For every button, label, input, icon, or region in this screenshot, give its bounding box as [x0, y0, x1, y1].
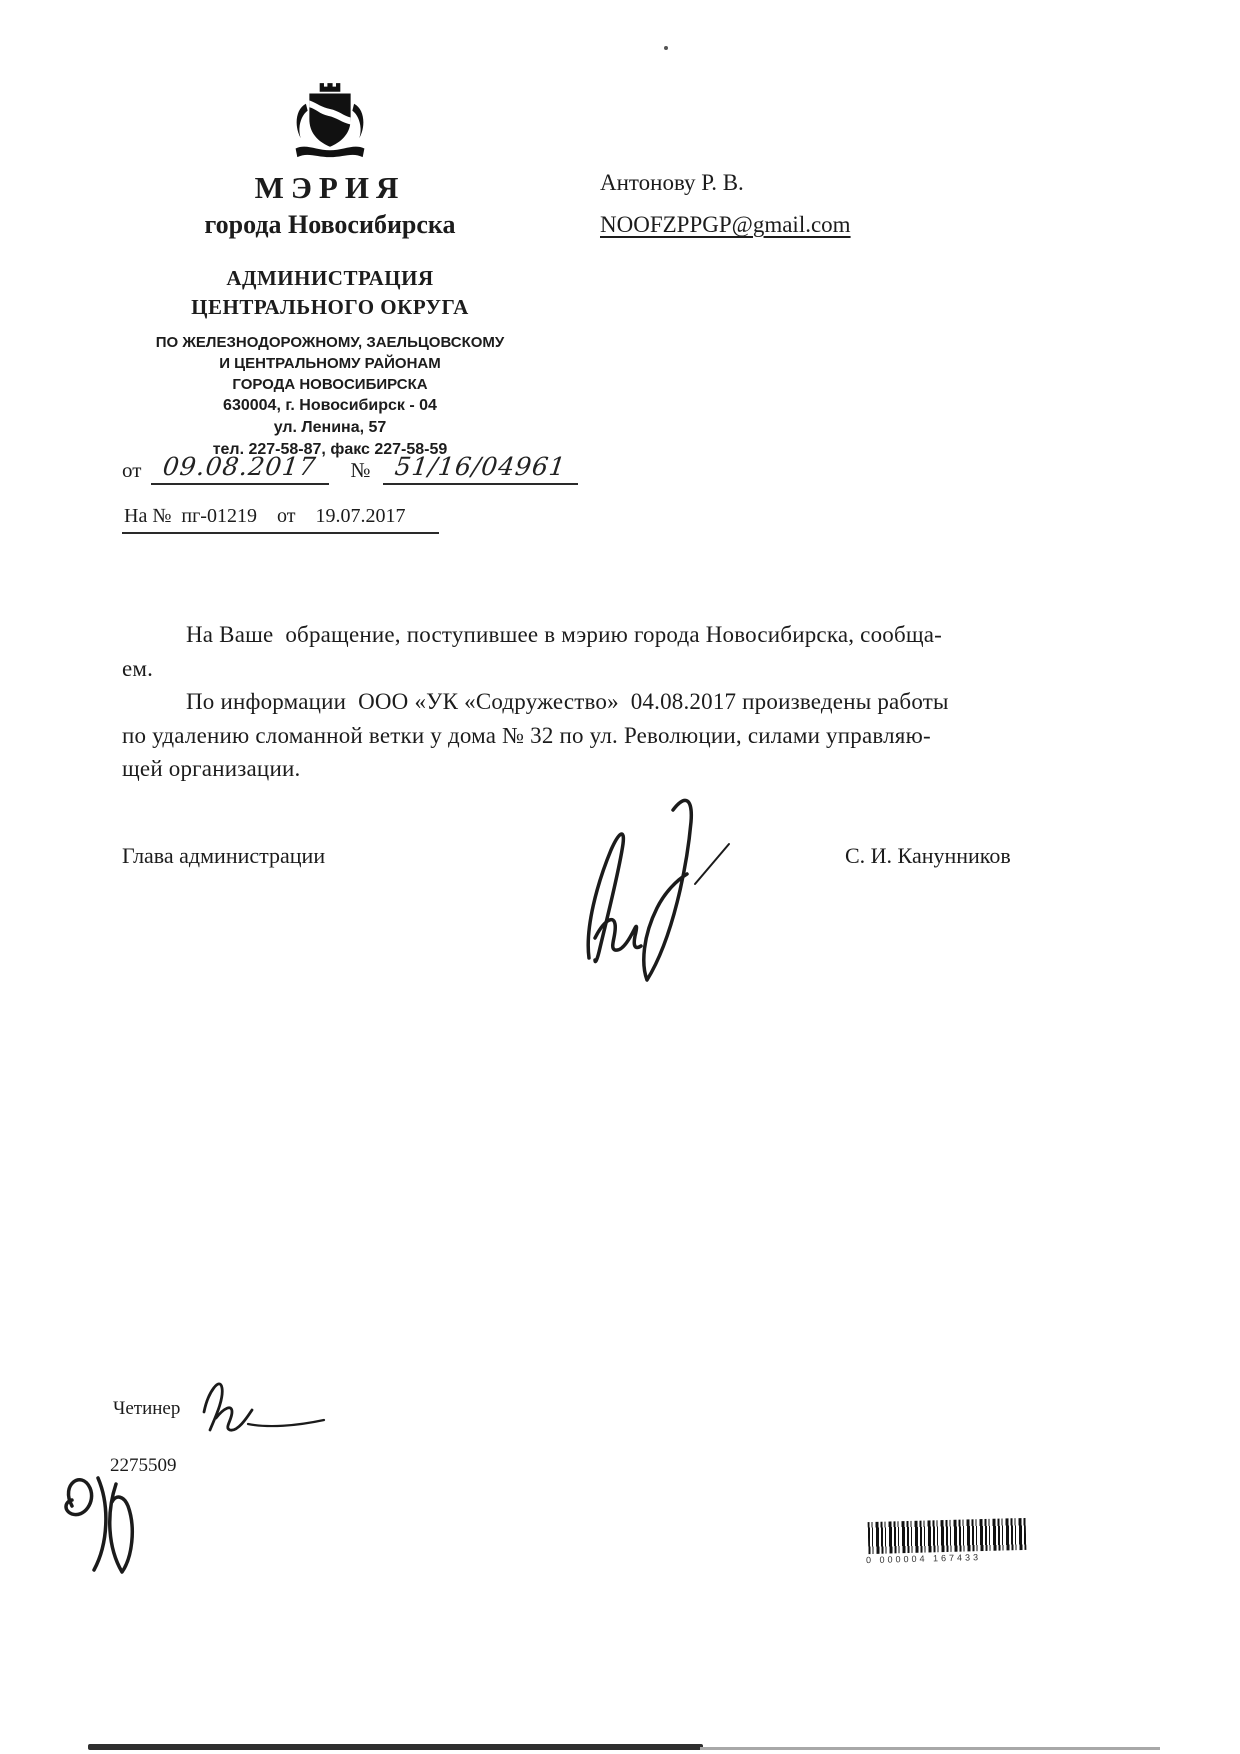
body-line: На Ваше обращение, поступившее в мэрию города Новосибирска, сообща-	[186, 622, 943, 647]
barcode-icon	[868, 1518, 1027, 1554]
executor-signature-icon	[190, 1368, 330, 1448]
address-line1: 630004, г. Новосибирск - 04	[223, 397, 437, 414]
incoming-reference-line: На № пг-01219 от 19.07.2017	[122, 505, 439, 534]
body-line: ем.	[122, 655, 154, 681]
body-line: по удалению сломанной ветки у дома № 32 по ул. Революции, силами управляю-	[122, 722, 931, 748]
letterhead	[110, 78, 550, 461]
body-line: По информации ООО «УК «Содружество» 04.08.2017 произведены работы	[186, 689, 949, 714]
outgoing-number-handwritten: 51/16/04961	[392, 452, 568, 481]
novosibirsk-coat-of-arms-icon	[285, 78, 375, 164]
recipient-block	[600, 170, 851, 238]
address-line3: тел. 227-58-87, факс 227-58-59	[212, 441, 448, 458]
recipient-email: NOOFZPPGP@gmail.com	[600, 212, 851, 237]
district-line3: ГОРОДА НОВОСИБИРСКА	[232, 376, 428, 393]
recipient-name: Антонову Р. В.	[600, 170, 744, 195]
signer-name: С. И. Канунников	[845, 843, 1011, 868]
department-line1: АДМИНИСТРАЦИЯ	[226, 266, 434, 290]
department-line2: ЦЕНТРАЛЬНОГО ОКРУГА	[191, 295, 469, 319]
outgoing-reference-row	[122, 452, 578, 485]
ink-scribble-icon	[42, 1462, 182, 1582]
scan-edge-artifact	[88, 1744, 703, 1750]
district-line2: И ЦЕНТРАЛЬНОМУ РАЙОНАМ	[219, 355, 441, 372]
district-line1: ПО ЖЕЛЕЗНОДОРОЖНОМУ, ЗАЕЛЬЦОВСКОМУ	[155, 334, 505, 351]
address-line2: ул. Ленина, 57	[273, 419, 387, 436]
from-label: от	[122, 458, 142, 482]
outgoing-date-field	[151, 452, 328, 485]
number-label: №	[350, 458, 371, 482]
body-line: щей организации.	[122, 756, 301, 781]
outgoing-number-field	[383, 452, 578, 485]
scan-edge-artifact-light	[700, 1747, 1160, 1750]
scan-speck	[664, 46, 668, 50]
org-name-line2: города Новосибирска	[204, 210, 456, 239]
signer-title: Глава администрации	[122, 843, 326, 868]
executor-name: Четинер	[113, 1398, 181, 1419]
letter-body	[122, 618, 1072, 786]
outgoing-date-handwritten: 09.08.2017	[161, 452, 319, 481]
handwritten-signature-icon	[545, 788, 735, 988]
org-name-line1: МЭРИЯ	[254, 170, 406, 205]
barcode-digits: 0 000004 167433	[865, 1552, 982, 1566]
executor-phone: 2275509	[110, 1455, 177, 1476]
